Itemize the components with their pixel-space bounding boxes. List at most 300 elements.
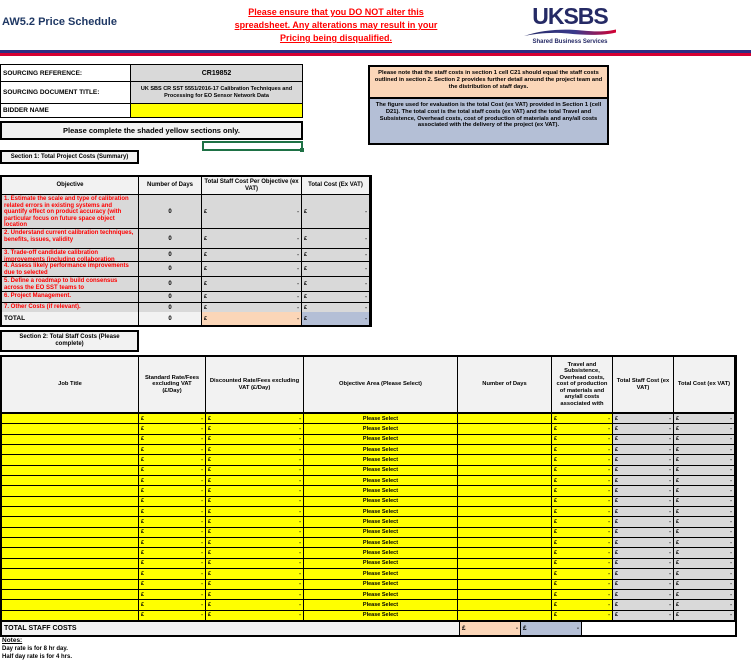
currency-symbol: £ xyxy=(141,560,145,567)
currency-symbol: £ xyxy=(208,570,212,577)
objective-area-dropdown[interactable]: Please Select xyxy=(304,569,458,578)
currency-symbol: £ xyxy=(208,581,212,588)
standard-rate-input-cell[interactable] xyxy=(139,590,206,599)
total-staff-cost-cell xyxy=(613,611,674,620)
bidder-name-label: BIDDER NAME xyxy=(1,104,131,117)
days-input-cell[interactable] xyxy=(458,548,552,557)
total-cost-cell xyxy=(674,538,735,547)
travel-subsistence-input-cell[interactable] xyxy=(552,569,613,578)
currency-symbol: £ xyxy=(141,539,145,546)
currency-symbol: £ xyxy=(141,570,145,577)
standard-rate-input-cell[interactable] xyxy=(139,424,206,433)
total-cost-cell xyxy=(674,611,735,620)
currency-symbol: £ xyxy=(554,488,558,495)
currency-symbol: £ xyxy=(141,601,145,608)
zero-dash: - xyxy=(730,467,732,474)
section2-row xyxy=(2,600,735,610)
zero-dash: - xyxy=(730,508,732,515)
standard-rate-input-cell[interactable] xyxy=(139,528,206,537)
section2-total-staff-cost-cell xyxy=(460,622,521,635)
travel-subsistence-input-cell[interactable] xyxy=(552,580,613,589)
section2-row xyxy=(2,466,735,476)
objective-area-dropdown[interactable]: Please Select xyxy=(304,466,458,475)
days-input-cell[interactable] xyxy=(458,538,552,547)
zero-dash: - xyxy=(730,612,732,619)
total-cost-cell xyxy=(674,507,735,516)
total-cost-cell xyxy=(674,580,735,589)
discounted-rate-input-cell[interactable] xyxy=(206,414,304,423)
job-title-input-cell[interactable] xyxy=(2,569,139,578)
zero-dash: - xyxy=(201,426,203,433)
job-title-input-cell[interactable] xyxy=(2,517,139,526)
currency-symbol: £ xyxy=(204,294,208,300)
currency-symbol: £ xyxy=(304,235,308,242)
currency-symbol: £ xyxy=(204,304,208,311)
zero-dash: - xyxy=(608,477,610,484)
days-input-cell[interactable] xyxy=(458,424,552,433)
discounted-rate-input-cell[interactable] xyxy=(206,424,304,433)
currency-symbol: £ xyxy=(615,581,619,588)
zero-dash: - xyxy=(608,498,610,505)
section2-header-discounted-rate: Discounted Rate/Fees excluding VAT (£/Day) xyxy=(206,357,304,412)
zero-dash: - xyxy=(730,581,732,588)
section1-header-days: Number of Days xyxy=(139,177,202,194)
currency-symbol: £ xyxy=(676,446,680,453)
zero-dash: - xyxy=(608,519,610,526)
selection-fill-handle[interactable] xyxy=(300,148,304,152)
staff-cost-cell xyxy=(202,249,302,261)
currency-symbol: £ xyxy=(141,415,145,422)
total-staff-cost-cell xyxy=(613,517,674,526)
total-cost-cell xyxy=(302,277,370,291)
travel-subsistence-input-cell[interactable] xyxy=(552,611,613,620)
active-selected-cell[interactable] xyxy=(202,141,303,151)
days-input-cell[interactable] xyxy=(458,611,552,620)
zero-dash: - xyxy=(299,498,301,505)
job-title-input-cell[interactable] xyxy=(2,455,139,464)
notes-line-1: Day rate is for 8 hr day. xyxy=(2,646,68,652)
currency-symbol: £ xyxy=(208,446,212,453)
currency-symbol: £ xyxy=(204,315,208,322)
discounted-rate-input-cell[interactable] xyxy=(206,538,304,547)
zero-dash: - xyxy=(669,581,671,588)
bidder-name-row xyxy=(1,104,302,117)
objective-area-dropdown[interactable]: Please Select xyxy=(304,590,458,599)
discounted-rate-input-cell[interactable] xyxy=(206,466,304,475)
job-title-input-cell[interactable] xyxy=(2,466,139,475)
currency-symbol: £ xyxy=(615,539,619,546)
section2-total-row xyxy=(2,621,735,635)
currency-symbol: £ xyxy=(554,457,558,464)
currency-symbol: £ xyxy=(676,550,680,557)
zero-dash: - xyxy=(201,415,203,422)
discounted-rate-input-cell[interactable] xyxy=(206,497,304,506)
standard-rate-input-cell[interactable] xyxy=(139,538,206,547)
days-input-cell[interactable] xyxy=(458,528,552,537)
total-staff-cost-cell xyxy=(613,590,674,599)
currency-symbol: £ xyxy=(208,426,212,433)
days-input-cell[interactable] xyxy=(458,497,552,506)
currency-symbol: £ xyxy=(676,560,680,567)
objective-area-dropdown[interactable]: Please Select xyxy=(304,476,458,485)
currency-symbol: £ xyxy=(554,612,558,619)
zero-dash: - xyxy=(297,315,299,322)
section1-total-label: TOTAL xyxy=(2,312,139,325)
currency-symbol: £ xyxy=(208,539,212,546)
discounted-rate-input-cell[interactable] xyxy=(206,548,304,557)
travel-subsistence-input-cell[interactable] xyxy=(552,559,613,568)
standard-rate-input-cell[interactable] xyxy=(139,559,206,568)
standard-rate-input-cell[interactable] xyxy=(139,414,206,423)
section1-row xyxy=(2,292,370,303)
zero-dash: - xyxy=(299,508,301,515)
objective-area-dropdown[interactable]: Please Select xyxy=(304,414,458,423)
objective-area-dropdown[interactable]: Please Select xyxy=(304,517,458,526)
standard-rate-input-cell[interactable] xyxy=(139,569,206,578)
currency-symbol: £ xyxy=(204,208,208,215)
objective-area-dropdown[interactable]: Please Select xyxy=(304,445,458,454)
currency-symbol: £ xyxy=(554,581,558,588)
travel-subsistence-input-cell[interactable] xyxy=(552,486,613,495)
currency-symbol: £ xyxy=(204,235,208,242)
job-title-input-cell[interactable] xyxy=(2,497,139,506)
objective-area-dropdown[interactable]: Please Select xyxy=(304,600,458,609)
standard-rate-input-cell[interactable] xyxy=(139,435,206,444)
discounted-rate-input-cell[interactable] xyxy=(206,569,304,578)
zero-dash: - xyxy=(299,457,301,464)
section1-header-row xyxy=(2,177,370,195)
section2-header-number-of-days: Number of Days xyxy=(458,357,552,412)
sourcing-doc-title-label: SOURCING DOCUMENT TITLE: xyxy=(1,82,131,103)
currency-symbol: £ xyxy=(208,467,212,474)
sourcing-reference-label: SOURCING REFERENCE: xyxy=(1,65,131,81)
job-title-input-cell[interactable] xyxy=(2,435,139,444)
discounted-rate-input-cell[interactable] xyxy=(206,486,304,495)
section1-row xyxy=(2,303,370,312)
standard-rate-input-cell[interactable] xyxy=(139,580,206,589)
discounted-rate-input-cell[interactable] xyxy=(206,435,304,444)
job-title-input-cell[interactable] xyxy=(2,507,139,516)
currency-symbol: £ xyxy=(208,529,212,536)
sourcing-reference-value: CR19852 xyxy=(131,65,302,81)
currency-symbol: £ xyxy=(615,446,619,453)
currency-symbol: £ xyxy=(141,591,145,598)
total-staff-cost-cell xyxy=(613,548,674,557)
currency-symbol: £ xyxy=(304,266,308,272)
discounted-rate-input-cell[interactable] xyxy=(206,507,304,516)
total-cost-cell xyxy=(674,559,735,568)
days-input-cell[interactable] xyxy=(458,486,552,495)
currency-symbol: £ xyxy=(554,467,558,474)
zero-dash: - xyxy=(299,529,301,536)
complete-yellow-sections-note: Please complete the shaded yellow sections only. xyxy=(0,121,303,140)
discounted-rate-input-cell[interactable] xyxy=(206,559,304,568)
objective-area-dropdown[interactable]: Please Select xyxy=(304,528,458,537)
zero-dash: - xyxy=(365,315,367,322)
currency-symbol: £ xyxy=(676,498,680,505)
objective-area-dropdown[interactable]: Please Select xyxy=(304,538,458,547)
travel-subsistence-input-cell[interactable] xyxy=(552,466,613,475)
zero-dash: - xyxy=(608,508,610,515)
standard-rate-input-cell[interactable] xyxy=(139,486,206,495)
zero-dash: - xyxy=(669,477,671,484)
days-input-cell[interactable] xyxy=(458,466,552,475)
discounted-rate-input-cell[interactable] xyxy=(206,611,304,620)
discounted-rate-input-cell[interactable] xyxy=(206,517,304,526)
standard-rate-input-cell[interactable] xyxy=(139,455,206,464)
currency-symbol: £ xyxy=(554,539,558,546)
currency-symbol: £ xyxy=(554,415,558,422)
total-cost-cell xyxy=(674,600,735,609)
zero-dash: - xyxy=(201,570,203,577)
warning-line: spreadsheet. Any alterations may result in your xyxy=(234,20,438,30)
section2-row xyxy=(2,611,735,621)
job-title-input-cell[interactable] xyxy=(2,559,139,568)
total-cost-cell xyxy=(674,455,735,464)
objective-cell: 2. Understand current calibration techniques, benefits, issues, validity xyxy=(2,229,139,248)
discounted-rate-input-cell[interactable] xyxy=(206,590,304,599)
zero-dash: - xyxy=(201,508,203,515)
discounted-rate-input-cell[interactable] xyxy=(206,445,304,454)
currency-symbol: £ xyxy=(304,208,308,215)
section1-table xyxy=(0,175,372,327)
total-staff-cost-cell xyxy=(613,466,674,475)
currency-symbol: £ xyxy=(615,488,619,495)
job-title-input-cell[interactable] xyxy=(2,476,139,485)
zero-dash: - xyxy=(201,436,203,443)
section2-row xyxy=(2,548,735,558)
section2-total-cost-cell xyxy=(521,622,582,635)
days-input-cell[interactable] xyxy=(458,517,552,526)
days-input-cell[interactable] xyxy=(458,569,552,578)
job-title-input-cell[interactable] xyxy=(2,548,139,557)
zero-dash: - xyxy=(201,457,203,464)
zero-dash: - xyxy=(297,294,299,300)
currency-symbol: £ xyxy=(554,426,558,433)
zero-dash: - xyxy=(299,519,301,526)
currency-symbol: £ xyxy=(615,436,619,443)
objective-area-dropdown[interactable]: Please Select xyxy=(304,548,458,557)
standard-rate-input-cell[interactable] xyxy=(139,517,206,526)
days-input-cell[interactable] xyxy=(458,476,552,485)
objective-area-dropdown[interactable]: Please Select xyxy=(304,455,458,464)
currency-symbol: £ xyxy=(554,601,558,608)
travel-subsistence-input-cell[interactable] xyxy=(552,497,613,506)
notes-block xyxy=(2,637,72,660)
standard-rate-input-cell[interactable] xyxy=(139,548,206,557)
standard-rate-input-cell[interactable] xyxy=(139,507,206,516)
objective-area-dropdown[interactable]: Please Select xyxy=(304,611,458,620)
total-cost-cell xyxy=(674,590,735,599)
section1-row xyxy=(2,229,370,249)
currency-symbol: £ xyxy=(141,508,145,515)
objective-area-dropdown[interactable]: Please Select xyxy=(304,580,458,589)
total-cost-cell xyxy=(302,262,370,276)
section2-row xyxy=(2,559,735,569)
objective-area-dropdown[interactable]: Please Select xyxy=(304,559,458,568)
currency-symbol: £ xyxy=(208,436,212,443)
job-title-input-cell[interactable] xyxy=(2,590,139,599)
zero-dash: - xyxy=(201,519,203,526)
zero-dash: - xyxy=(608,550,610,557)
section2-header-standard-rate: Standard Rate/Fees excluding VAT (£/Day) xyxy=(139,357,206,412)
total-cost-cell xyxy=(674,548,735,557)
objective-area-dropdown[interactable]: Please Select xyxy=(304,507,458,516)
job-title-input-cell[interactable] xyxy=(2,528,139,537)
currency-symbol: £ xyxy=(615,570,619,577)
travel-subsistence-input-cell[interactable] xyxy=(552,414,613,423)
travel-subsistence-input-cell[interactable] xyxy=(552,517,613,526)
zero-dash: - xyxy=(730,477,732,484)
section1-row xyxy=(2,262,370,277)
currency-symbol: £ xyxy=(208,560,212,567)
days-input-cell[interactable] xyxy=(458,445,552,454)
standard-rate-input-cell[interactable] xyxy=(139,497,206,506)
zero-dash: - xyxy=(299,570,301,577)
total-cost-cell xyxy=(674,476,735,485)
zero-dash: - xyxy=(201,477,203,484)
job-title-input-cell[interactable] xyxy=(2,580,139,589)
objective-area-dropdown[interactable]: Please Select xyxy=(304,435,458,444)
travel-subsistence-input-cell[interactable] xyxy=(552,548,613,557)
travel-subsistence-input-cell[interactable] xyxy=(552,445,613,454)
travel-subsistence-input-cell[interactable] xyxy=(552,507,613,516)
currency-symbol: £ xyxy=(676,539,680,546)
total-cost-cell xyxy=(674,569,735,578)
currency-symbol: £ xyxy=(676,570,680,577)
section2-title: Section 2: Total Staff Costs (Please complete) xyxy=(0,330,139,352)
objective-area-dropdown[interactable]: Please Select xyxy=(304,424,458,433)
zero-dash: - xyxy=(730,415,732,422)
zero-dash: - xyxy=(669,457,671,464)
zero-dash: - xyxy=(608,591,610,598)
zero-dash: - xyxy=(669,488,671,495)
discounted-rate-input-cell[interactable] xyxy=(206,528,304,537)
days-input-cell[interactable] xyxy=(458,507,552,516)
travel-subsistence-input-cell[interactable] xyxy=(552,528,613,537)
travel-subsistence-input-cell[interactable] xyxy=(552,435,613,444)
discounted-rate-input-cell[interactable] xyxy=(206,455,304,464)
currency-symbol: £ xyxy=(523,624,527,632)
section2-row xyxy=(2,497,735,507)
days-input-cell[interactable] xyxy=(458,580,552,589)
currency-symbol: £ xyxy=(615,519,619,526)
staff-cost-cell xyxy=(202,277,302,291)
discounted-rate-input-cell[interactable] xyxy=(206,476,304,485)
job-title-input-cell[interactable] xyxy=(2,424,139,433)
section2-row xyxy=(2,424,735,434)
currency-symbol: £ xyxy=(208,488,212,495)
staff-cost-cell xyxy=(202,195,302,228)
discounted-rate-input-cell[interactable] xyxy=(206,580,304,589)
objective-area-dropdown[interactable]: Please Select xyxy=(304,497,458,506)
days-input-cell[interactable] xyxy=(458,559,552,568)
currency-symbol: £ xyxy=(554,529,558,536)
job-title-input-cell[interactable] xyxy=(2,486,139,495)
currency-symbol: £ xyxy=(208,498,212,505)
job-title-input-cell[interactable] xyxy=(2,538,139,547)
section2-row xyxy=(2,486,735,496)
days-input-cell[interactable] xyxy=(458,414,552,423)
objective-cell: 5. Define a roadmap to build consensus across the EO SST teams to xyxy=(2,277,139,291)
standard-rate-input-cell[interactable] xyxy=(139,611,206,620)
total-staff-cost-cell xyxy=(613,580,674,589)
total-staff-cost-cell xyxy=(613,600,674,609)
section1-header-staff-cost: Total Staff Cost Per Objective (ex VAT) xyxy=(202,177,302,194)
standard-rate-input-cell[interactable] xyxy=(139,600,206,609)
currency-symbol: £ xyxy=(676,436,680,443)
bidder-name-input-cell[interactable] xyxy=(131,104,302,117)
zero-dash: - xyxy=(299,601,301,608)
zero-dash: - xyxy=(730,550,732,557)
zero-dash: - xyxy=(608,612,610,619)
section1-total-cost-cell xyxy=(302,312,370,325)
standard-rate-input-cell[interactable] xyxy=(139,466,206,475)
logo-tagline: Shared Business Services xyxy=(532,39,608,45)
zero-dash: - xyxy=(365,294,367,300)
travel-subsistence-input-cell[interactable] xyxy=(552,455,613,464)
zero-dash: - xyxy=(730,446,732,453)
currency-symbol: £ xyxy=(208,508,212,515)
total-staff-cost-cell xyxy=(613,455,674,464)
currency-symbol: £ xyxy=(615,498,619,505)
currency-symbol: £ xyxy=(208,612,212,619)
total-staff-cost-cell xyxy=(613,559,674,568)
total-cost-cell xyxy=(674,414,735,423)
zero-dash: - xyxy=(730,519,732,526)
total-staff-cost-cell xyxy=(613,538,674,547)
zero-dash: - xyxy=(730,488,732,495)
job-title-input-cell[interactable] xyxy=(2,414,139,423)
zero-dash: - xyxy=(608,529,610,536)
days-input-cell[interactable] xyxy=(458,590,552,599)
currency-symbol: £ xyxy=(304,252,308,258)
section2-body xyxy=(2,414,735,621)
travel-subsistence-input-cell[interactable] xyxy=(552,476,613,485)
zero-dash: - xyxy=(669,601,671,608)
currency-symbol: £ xyxy=(304,315,308,322)
currency-symbol: £ xyxy=(676,529,680,536)
objective-area-dropdown[interactable]: Please Select xyxy=(304,486,458,495)
zero-dash: - xyxy=(299,477,301,484)
discounted-rate-input-cell[interactable] xyxy=(206,600,304,609)
days-input-cell[interactable] xyxy=(458,455,552,464)
staff-cost-cell xyxy=(202,229,302,248)
standard-rate-input-cell[interactable] xyxy=(139,445,206,454)
currency-symbol: £ xyxy=(615,612,619,619)
job-title-input-cell[interactable] xyxy=(2,600,139,609)
standard-rate-input-cell[interactable] xyxy=(139,476,206,485)
job-title-input-cell[interactable] xyxy=(2,611,139,620)
travel-subsistence-input-cell[interactable] xyxy=(552,538,613,547)
zero-dash: - xyxy=(669,519,671,526)
travel-subsistence-input-cell[interactable] xyxy=(552,424,613,433)
job-title-input-cell[interactable] xyxy=(2,445,139,454)
days-input-cell[interactable] xyxy=(458,600,552,609)
days-cell: 0 xyxy=(139,292,202,302)
days-input-cell[interactable] xyxy=(458,435,552,444)
uksbs-logo xyxy=(520,4,620,45)
section2-header-objective-area: Objective Area (Please Select) xyxy=(304,357,458,412)
currency-symbol: £ xyxy=(676,612,680,619)
travel-subsistence-input-cell[interactable] xyxy=(552,600,613,609)
days-cell: 0 xyxy=(139,262,202,276)
total-staff-cost-cell xyxy=(613,476,674,485)
zero-dash: - xyxy=(297,208,299,215)
section2-header-travel-subsistence: Travel and Subsistence, Overhead costs, cost of production of materials and any/all costs associated with xyxy=(552,357,613,412)
section2-row xyxy=(2,580,735,590)
travel-subsistence-input-cell[interactable] xyxy=(552,590,613,599)
